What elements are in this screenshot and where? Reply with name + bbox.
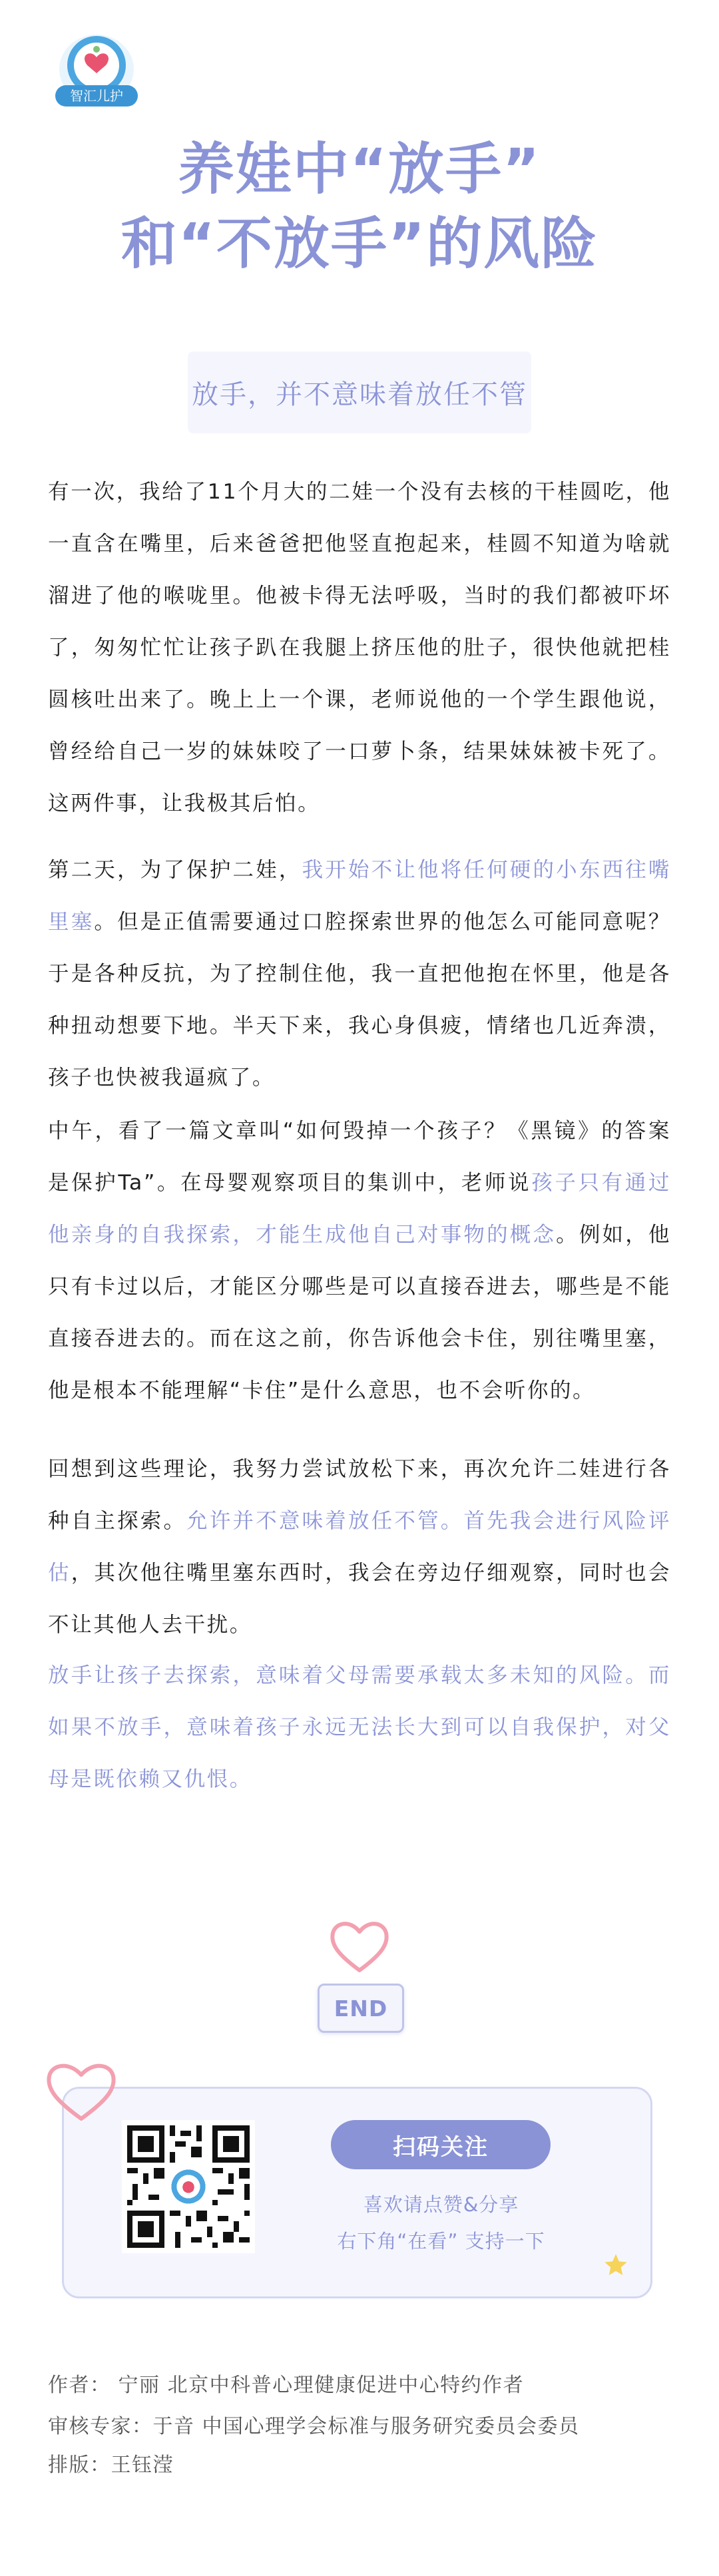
watching-support-text: 右下角“在看” 支持一下: [337, 2230, 545, 2253]
svg-text:智汇儿护: 智汇儿护: [70, 88, 123, 104]
paragraph-3-text-c: 。例如，他只有卡过以后，才能区分哪些是可以直接吞进去，哪些是不能直接吞进去的。而在这之前，你告诉他会卡住，别往嘴里塞，他是根本不能理解“卡住”是什么意思，也不会听你的。: [48, 1223, 671, 1402]
scan-follow-button[interactable]: [331, 2120, 551, 2169]
paragraph-4-text-a: 回想到这些理论，我努力尝试放松下来，再次允许二娃进行各种自主探索。: [48, 1457, 671, 1533]
heart-icon: [326, 1917, 393, 1977]
heart-outline-icon: [41, 2059, 121, 2125]
scan-follow-label: 扫码关注: [393, 2133, 489, 2161]
paragraph-3-text-a: 中午，看了一篇文章叫“如何毁掉一个孩子？《黑镜》的答案是保护Ta”。在母婴观察项目的集训中，老师说: [48, 1119, 671, 1195]
paragraph-4-highlight: 允许并不意味着放任不管。首先我会进行风险评估: [48, 1509, 671, 1585]
author-credit: 作者： 宁丽 北京中科普心理健康促进中心特约作者: [48, 2374, 525, 2397]
end-label: END: [334, 1995, 388, 2022]
paragraph-2-highlight: 我开始不让他将任何硬的小东西往嘴里塞: [48, 858, 671, 934]
editor-credit: 排版：王钰滢: [48, 2454, 174, 2477]
end-badge: [318, 1984, 404, 2033]
reviewer-credit: 审核专家：于音 中国心理学会标准与服务研究委员会委员: [48, 2415, 580, 2438]
paragraph-2-text-a: 第二天，为了保护二娃，: [48, 858, 302, 882]
brand-logo: [50, 32, 143, 110]
paragraph-1: 有一次，我给了11个月大的二娃一个没有去核的干桂圆吃，他一直含在嘴里，后来爸爸把他竖直抱起来，桂圆不知道为啥就溜进了他的喉咙里。他被卡得无法呼吸，当时的我们都被吓坏了，匆匆忙忙让孩子趴在我腿上挤压他的肚子，很快他就把桂圆核吐出来了。晚上上一个课，老师说他的一个学生跟他说，曾经给自己一岁的妹妹咬了一口萝卜条，结果妹妹被卡死了。这两件事，让我极其后怕。: [48, 480, 671, 815]
paragraph-5-highlight: 放手让孩子去探索，意味着父母需要承载太多未知的风险。而如果不放手，意味着孩子永远无法长大到可以自我保护，对父母是既依赖又仇恨。: [48, 1663, 671, 1791]
paragraph-2-text-c: 。但是正值需要通过口腔探索世界的他怎么可能同意呢？于是各种反抗，为了控制住他，我一直把他抱在怀里，他是各种扭动想要下地。半天下来，我心身俱疲，情绪也几近奔溃，孩子也快被我逼疯了。: [48, 910, 671, 1090]
qr-code[interactable]: [122, 2120, 255, 2253]
paragraph-4-text-c: ，其次他往嘴里塞东西时，我会在旁边仔细观察，同时也会不让其他人去干扰。: [48, 1561, 671, 1637]
like-share-text: 喜欢请点赞&分享: [363, 2193, 519, 2216]
paragraph-3: [48, 1105, 671, 1416]
paragraph-2: [48, 844, 671, 1104]
paragraph-3-highlight: 孩子只有通过他亲身的自我探索，才能生成他自己对事物的概念: [48, 1171, 671, 1247]
page-title-line-2: 和“不放手”的风险: [120, 211, 599, 276]
page-title-line-1: 养娃中“放手”: [178, 136, 541, 202]
paragraph-4: [48, 1443, 671, 1651]
star-icon: [602, 2252, 629, 2278]
subtitle-box: [188, 351, 531, 433]
subtitle: 放手，并不意味着放任不管: [192, 379, 527, 410]
